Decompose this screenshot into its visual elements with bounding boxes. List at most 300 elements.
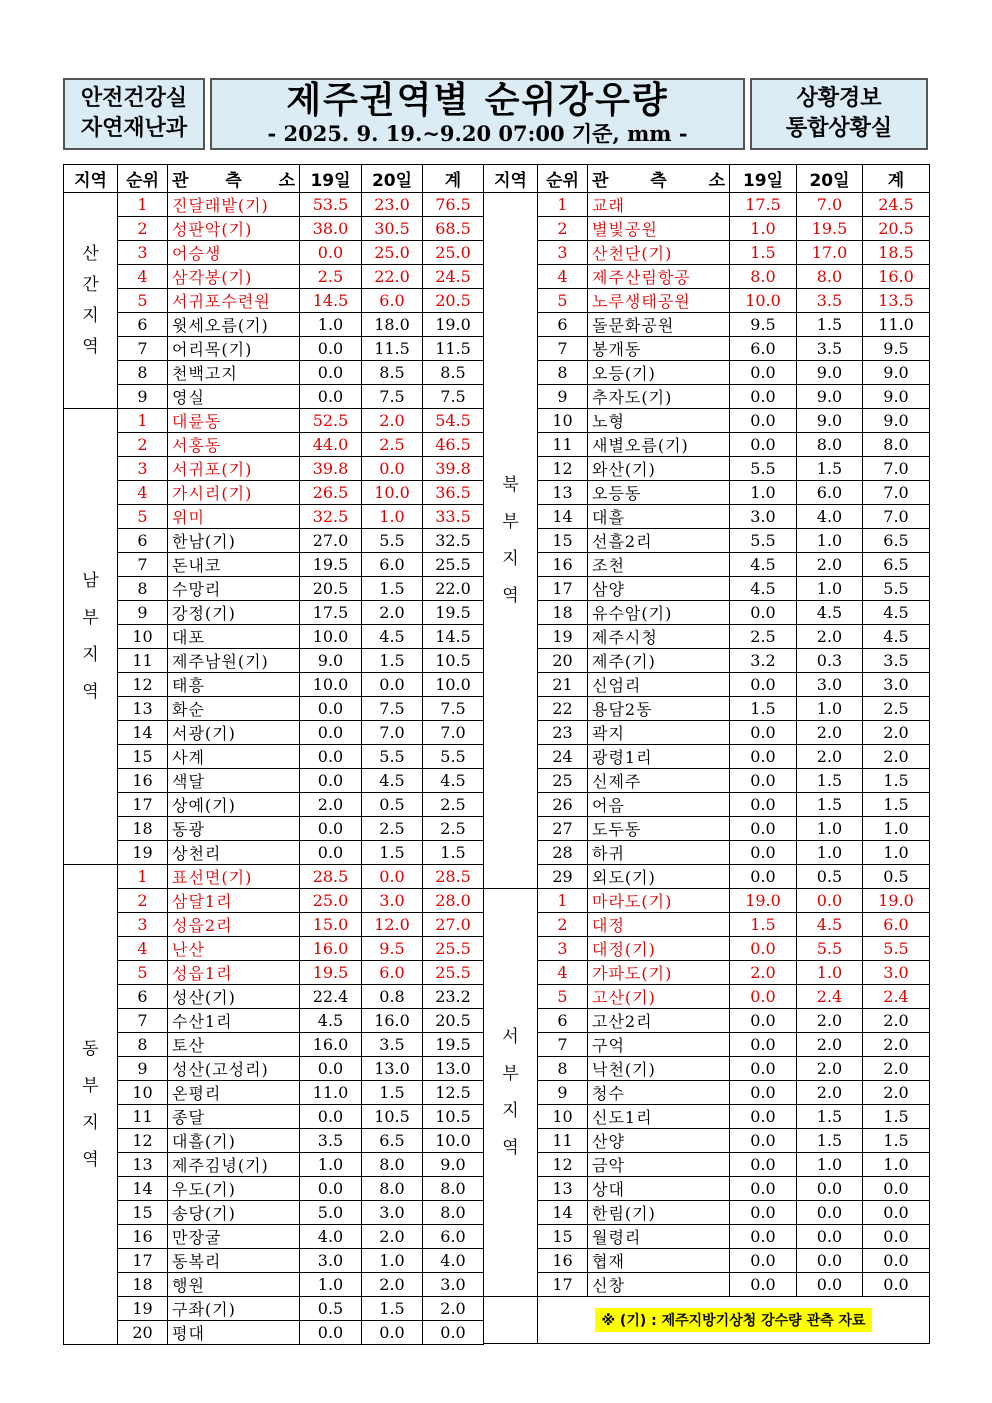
- table-row: [64, 1273, 484, 1297]
- total-value: 25.5: [423, 553, 484, 577]
- station-name: 화순: [168, 697, 300, 721]
- station-name: 월령리: [588, 1225, 730, 1249]
- day20-value: 0.0: [362, 673, 423, 697]
- day20-value: 12.0: [362, 913, 423, 937]
- day20-value: 1.5: [362, 577, 423, 601]
- station-name: 광령1리: [588, 745, 730, 769]
- rank-cell: 7: [538, 337, 588, 361]
- rank-cell: 17: [538, 577, 588, 601]
- rank-cell: 13: [538, 1177, 588, 1201]
- day19-value: 0.0: [730, 769, 797, 793]
- day20-value: 8.0: [797, 433, 863, 457]
- station-name: 청수: [588, 1081, 730, 1105]
- day19-value: 0.0: [730, 1225, 797, 1249]
- table-row: [64, 433, 484, 457]
- table-row: [64, 697, 484, 721]
- day19-value: 2.5: [730, 625, 797, 649]
- total-value: 2.0: [863, 745, 930, 769]
- day20-value: 5.5: [362, 529, 423, 553]
- region-name: 서 부 지 역: [484, 889, 538, 1297]
- total-value: 33.5: [423, 505, 484, 529]
- station-name: 새별오름(기): [588, 433, 730, 457]
- day19-value: 15.0: [300, 913, 362, 937]
- rank-cell: 20: [118, 1321, 168, 1345]
- rank-cell: 8: [118, 577, 168, 601]
- station-name: 수망리: [168, 577, 300, 601]
- page-title: 제주권역별 순위강우량: [286, 80, 669, 121]
- total-value: 8.0: [423, 1177, 484, 1201]
- station-name: 협재: [588, 1249, 730, 1273]
- station-name: 유수암(기): [588, 601, 730, 625]
- total-value: 1.0: [863, 841, 930, 865]
- title-box: [210, 78, 745, 150]
- table-row: [484, 913, 930, 937]
- total-value: 7.5: [423, 697, 484, 721]
- day20-value: 2.0: [797, 1033, 863, 1057]
- col-region: 지역: [484, 165, 538, 193]
- table-row: [64, 721, 484, 745]
- total-value: 16.0: [863, 265, 930, 289]
- total-value: 3.5: [863, 649, 930, 673]
- day19-value: 0.0: [730, 1273, 797, 1297]
- table-row: [484, 265, 930, 289]
- rainfall-table-left: [63, 164, 484, 1345]
- table-header-row: [484, 165, 930, 193]
- station-name: 성산(고성리): [168, 1057, 300, 1081]
- day19-value: 2.0: [730, 961, 797, 985]
- note-cell: [538, 1297, 930, 1344]
- station-name: 봉개동: [588, 337, 730, 361]
- table-row: [484, 721, 930, 745]
- table-row: [64, 985, 484, 1009]
- table-row: [484, 865, 930, 889]
- day20-value: 13.0: [362, 1057, 423, 1081]
- day19-value: 0.0: [730, 385, 797, 409]
- day20-value: 6.5: [362, 1129, 423, 1153]
- station-name: 마라도(기): [588, 889, 730, 913]
- rank-cell: 16: [118, 769, 168, 793]
- day19-value: 0.0: [730, 433, 797, 457]
- day19-value: 0.0: [300, 1057, 362, 1081]
- table-row: [64, 289, 484, 313]
- table-row: [64, 745, 484, 769]
- day19-value: 0.0: [730, 361, 797, 385]
- table-row: [484, 505, 930, 529]
- total-value: 5.5: [863, 937, 930, 961]
- total-value: 1.5: [863, 769, 930, 793]
- table-row: [64, 1201, 484, 1225]
- total-value: 7.0: [423, 721, 484, 745]
- table-row: [484, 673, 930, 697]
- day20-value: 6.0: [797, 481, 863, 505]
- station-name: 별빛공원: [588, 217, 730, 241]
- table-row: [64, 529, 484, 553]
- rank-cell: 6: [538, 1009, 588, 1033]
- table-row: [64, 505, 484, 529]
- rank-cell: 23: [538, 721, 588, 745]
- station-name: 노루생태공원: [588, 289, 730, 313]
- total-value: 22.0: [423, 577, 484, 601]
- station-name: 대정: [588, 913, 730, 937]
- rank-cell: 5: [118, 961, 168, 985]
- total-value: 2.5: [423, 817, 484, 841]
- rank-cell: 19: [538, 625, 588, 649]
- col-total: 계: [863, 165, 930, 193]
- rank-cell: 14: [118, 1177, 168, 1201]
- rank-cell: 2: [118, 217, 168, 241]
- day20-value: 0.0: [362, 865, 423, 889]
- day19-value: 0.0: [730, 841, 797, 865]
- rank-cell: 7: [118, 553, 168, 577]
- total-value: 2.5: [423, 793, 484, 817]
- table-row: [484, 529, 930, 553]
- station-name: 신엄리: [588, 673, 730, 697]
- day19-value: 6.0: [730, 337, 797, 361]
- rank-cell: 28: [538, 841, 588, 865]
- table-row: [484, 1225, 930, 1249]
- rank-cell: 13: [538, 481, 588, 505]
- total-value: 39.8: [423, 457, 484, 481]
- table-row: [484, 625, 930, 649]
- table-row: [64, 1033, 484, 1057]
- day19-value: 11.0: [300, 1081, 362, 1105]
- department-line1: 안전건강실: [80, 86, 188, 111]
- total-value: 0.5: [863, 865, 930, 889]
- total-value: 2.0: [863, 721, 930, 745]
- day20-value: 3.5: [797, 337, 863, 361]
- total-value: 4.5: [423, 769, 484, 793]
- day19-value: 28.5: [300, 865, 362, 889]
- total-value: 14.5: [423, 625, 484, 649]
- day20-value: 22.0: [362, 265, 423, 289]
- station-name: 제주남원(기): [168, 649, 300, 673]
- station-name: 삼달1리: [168, 889, 300, 913]
- table-row: [484, 241, 930, 265]
- total-value: 9.0: [423, 1153, 484, 1177]
- day20-value: 0.5: [362, 793, 423, 817]
- col-day20: 20일: [797, 165, 863, 193]
- rank-cell: 4: [538, 265, 588, 289]
- day20-value: 5.5: [797, 937, 863, 961]
- total-value: 7.0: [863, 457, 930, 481]
- total-value: 0.0: [863, 1249, 930, 1273]
- total-value: 3.0: [863, 961, 930, 985]
- day19-value: 0.0: [300, 385, 362, 409]
- rank-cell: 17: [118, 1249, 168, 1273]
- day19-value: 0.0: [730, 745, 797, 769]
- note-row: [484, 1297, 930, 1344]
- rank-cell: 19: [118, 841, 168, 865]
- total-value: 28.0: [423, 889, 484, 913]
- station-name: 상천리: [168, 841, 300, 865]
- day19-value: 1.5: [730, 697, 797, 721]
- rank-cell: 25: [538, 769, 588, 793]
- day20-value: 2.0: [797, 1009, 863, 1033]
- day19-value: 0.0: [730, 793, 797, 817]
- day19-value: 16.0: [300, 1033, 362, 1057]
- table-row: [64, 217, 484, 241]
- total-value: 9.0: [863, 385, 930, 409]
- day20-value: 1.0: [797, 1153, 863, 1177]
- rank-cell: 20: [538, 649, 588, 673]
- day19-value: 9.0: [300, 649, 362, 673]
- table-row: [64, 1177, 484, 1201]
- day19-value: 10.0: [730, 289, 797, 313]
- day20-value: 1.0: [797, 817, 863, 841]
- station-name: 천백고지: [168, 361, 300, 385]
- total-value: 23.2: [423, 985, 484, 1009]
- day19-value: 27.0: [300, 529, 362, 553]
- day20-value: 4.5: [362, 769, 423, 793]
- total-value: 68.5: [423, 217, 484, 241]
- station-name: 만장굴: [168, 1225, 300, 1249]
- day20-value: 0.0: [797, 1225, 863, 1249]
- total-value: 11.5: [423, 337, 484, 361]
- table-row: [64, 937, 484, 961]
- station-name: 종달: [168, 1105, 300, 1129]
- table-row: [64, 409, 484, 433]
- total-value: 25.0: [423, 241, 484, 265]
- total-value: 1.5: [863, 1105, 930, 1129]
- total-value: 0.0: [863, 1177, 930, 1201]
- table-row: [484, 841, 930, 865]
- total-value: 2.5: [863, 697, 930, 721]
- day19-value: 1.0: [300, 1153, 362, 1177]
- rank-cell: 10: [118, 1081, 168, 1105]
- rank-cell: 8: [538, 1057, 588, 1081]
- table-row: [64, 337, 484, 361]
- day20-value: 7.0: [797, 193, 863, 217]
- table-row: [64, 1129, 484, 1153]
- day20-value: 1.0: [362, 505, 423, 529]
- day19-value: 0.0: [300, 841, 362, 865]
- table-row: [484, 1201, 930, 1225]
- day20-value: 2.4: [797, 985, 863, 1009]
- day19-value: 2.0: [300, 793, 362, 817]
- office-box: [750, 78, 928, 150]
- day20-value: 0.3: [797, 649, 863, 673]
- office-line2: 통합상황실: [785, 116, 893, 141]
- day19-value: 25.0: [300, 889, 362, 913]
- col-total: 계: [423, 165, 484, 193]
- total-value: 0.0: [863, 1201, 930, 1225]
- day19-value: 1.0: [730, 481, 797, 505]
- table-row: [484, 553, 930, 577]
- station-name: 표선면(기): [168, 865, 300, 889]
- region-name: 동 부 지 역: [64, 865, 118, 1345]
- total-value: 1.0: [863, 817, 930, 841]
- table-row: [484, 313, 930, 337]
- day19-value: 8.0: [730, 265, 797, 289]
- day20-value: 2.0: [362, 601, 423, 625]
- total-value: 19.5: [423, 601, 484, 625]
- total-value: 46.5: [423, 433, 484, 457]
- total-value: 7.0: [863, 481, 930, 505]
- rank-cell: 18: [538, 601, 588, 625]
- day20-value: 8.0: [797, 265, 863, 289]
- day20-value: 2.5: [362, 817, 423, 841]
- day19-value: 0.0: [730, 673, 797, 697]
- day20-value: 0.8: [362, 985, 423, 1009]
- col-region: 지역: [64, 165, 118, 193]
- rank-cell: 6: [538, 313, 588, 337]
- rank-cell: 12: [538, 1153, 588, 1177]
- station-name: 추자도(기): [588, 385, 730, 409]
- day20-value: 8.0: [362, 1153, 423, 1177]
- day19-value: 0.0: [300, 697, 362, 721]
- table-header-row: [64, 165, 484, 193]
- table-row: [484, 937, 930, 961]
- station-name: 대흘: [588, 505, 730, 529]
- day20-value: 1.5: [362, 649, 423, 673]
- station-name: 송당(기): [168, 1201, 300, 1225]
- day20-value: 0.0: [797, 1177, 863, 1201]
- day19-value: 0.0: [300, 1177, 362, 1201]
- table-row: [484, 361, 930, 385]
- total-value: 2.4: [863, 985, 930, 1009]
- station-name: 제주시청: [588, 625, 730, 649]
- station-name: 토산: [168, 1033, 300, 1057]
- rank-cell: 14: [538, 505, 588, 529]
- day20-value: 9.0: [797, 385, 863, 409]
- day19-value: 10.0: [300, 625, 362, 649]
- table-row: [64, 1249, 484, 1273]
- table-row: [484, 337, 930, 361]
- station-name: 구억: [588, 1033, 730, 1057]
- station-name: 신제주: [588, 769, 730, 793]
- station-name: 온평리: [168, 1081, 300, 1105]
- rank-cell: 3: [118, 913, 168, 937]
- total-value: 9.0: [863, 409, 930, 433]
- day20-value: 1.5: [797, 457, 863, 481]
- rank-cell: 22: [538, 697, 588, 721]
- table-row: [64, 313, 484, 337]
- station-name: 가시리(기): [168, 481, 300, 505]
- day19-value: 0.0: [730, 1177, 797, 1201]
- total-value: 12.5: [423, 1081, 484, 1105]
- station-name: 고산2리: [588, 1009, 730, 1033]
- table-row: [64, 1009, 484, 1033]
- total-value: 6.5: [863, 553, 930, 577]
- rank-cell: 4: [118, 481, 168, 505]
- region-name: 북 부 지 역: [484, 193, 538, 889]
- table-row: [484, 1273, 930, 1297]
- total-value: 76.5: [423, 193, 484, 217]
- day20-value: 9.0: [797, 409, 863, 433]
- total-value: 19.0: [423, 313, 484, 337]
- day20-value: 2.0: [362, 409, 423, 433]
- station-name: 위미: [168, 505, 300, 529]
- day19-value: 0.0: [300, 361, 362, 385]
- day20-value: 6.0: [362, 289, 423, 313]
- rank-cell: 11: [538, 433, 588, 457]
- office-line1: 상황경보: [796, 86, 882, 111]
- station-name: 삼각봉(기): [168, 265, 300, 289]
- rank-cell: 13: [118, 697, 168, 721]
- total-value: 1.5: [863, 1129, 930, 1153]
- total-value: 32.5: [423, 529, 484, 553]
- day20-value: 2.0: [362, 1273, 423, 1297]
- day19-value: 0.0: [730, 1153, 797, 1177]
- day19-value: 0.0: [300, 1321, 362, 1345]
- day19-value: 0.0: [730, 1009, 797, 1033]
- rainfall-table-right: [483, 164, 930, 1344]
- rank-cell: 6: [118, 985, 168, 1009]
- day20-value: 1.5: [362, 1297, 423, 1321]
- day20-value: 4.5: [362, 625, 423, 649]
- day20-value: 1.5: [797, 769, 863, 793]
- table-row: [64, 1081, 484, 1105]
- table-row: [484, 193, 930, 217]
- table-row: [484, 697, 930, 721]
- day19-value: 4.0: [300, 1225, 362, 1249]
- station-name: 성판악(기): [168, 217, 300, 241]
- rank-cell: 8: [538, 361, 588, 385]
- table-row: [64, 841, 484, 865]
- table-row: [484, 289, 930, 313]
- day20-value: 2.0: [797, 625, 863, 649]
- rank-cell: 21: [538, 673, 588, 697]
- table-row: [484, 457, 930, 481]
- day19-value: 0.0: [300, 1105, 362, 1129]
- table-row: [484, 577, 930, 601]
- day19-value: 20.5: [300, 577, 362, 601]
- total-value: 2.0: [863, 1081, 930, 1105]
- table-row: [484, 1249, 930, 1273]
- total-value: 3.0: [423, 1273, 484, 1297]
- day20-value: 0.0: [797, 1273, 863, 1297]
- source-note: ※ (기) : 제주지방기상청 강수량 관측 자료: [595, 1308, 871, 1332]
- day19-value: 0.0: [730, 817, 797, 841]
- day20-value: 5.5: [362, 745, 423, 769]
- rank-cell: 9: [118, 601, 168, 625]
- col-station: 관 측 소: [168, 165, 300, 193]
- day20-value: 1.5: [797, 1129, 863, 1153]
- station-name: 난산: [168, 937, 300, 961]
- station-name: 고산(기): [588, 985, 730, 1009]
- station-name: 서귀포(기): [168, 457, 300, 481]
- rank-cell: 1: [538, 889, 588, 913]
- day19-value: 0.5: [300, 1297, 362, 1321]
- day20-value: 2.0: [797, 553, 863, 577]
- table-row: [64, 1225, 484, 1249]
- day20-value: 1.0: [797, 529, 863, 553]
- station-name: 성읍1리: [168, 961, 300, 985]
- rank-cell: 5: [538, 985, 588, 1009]
- station-name: 한림(기): [588, 1201, 730, 1225]
- station-name: 색달: [168, 769, 300, 793]
- day20-value: 16.0: [362, 1009, 423, 1033]
- day19-value: 3.2: [730, 649, 797, 673]
- total-value: 9.5: [863, 337, 930, 361]
- rank-cell: 17: [118, 793, 168, 817]
- table-row: [64, 577, 484, 601]
- station-name: 교래: [588, 193, 730, 217]
- table-row: [484, 601, 930, 625]
- station-name: 삼양: [588, 577, 730, 601]
- total-value: 5.5: [863, 577, 930, 601]
- rank-cell: 2: [118, 889, 168, 913]
- day20-value: 17.0: [797, 241, 863, 265]
- rank-cell: 7: [538, 1033, 588, 1057]
- day19-value: 53.5: [300, 193, 362, 217]
- day20-value: 3.0: [797, 673, 863, 697]
- day19-value: 39.8: [300, 457, 362, 481]
- rank-cell: 9: [538, 385, 588, 409]
- total-value: 10.0: [423, 673, 484, 697]
- table-row: [64, 553, 484, 577]
- station-name: 강정(기): [168, 601, 300, 625]
